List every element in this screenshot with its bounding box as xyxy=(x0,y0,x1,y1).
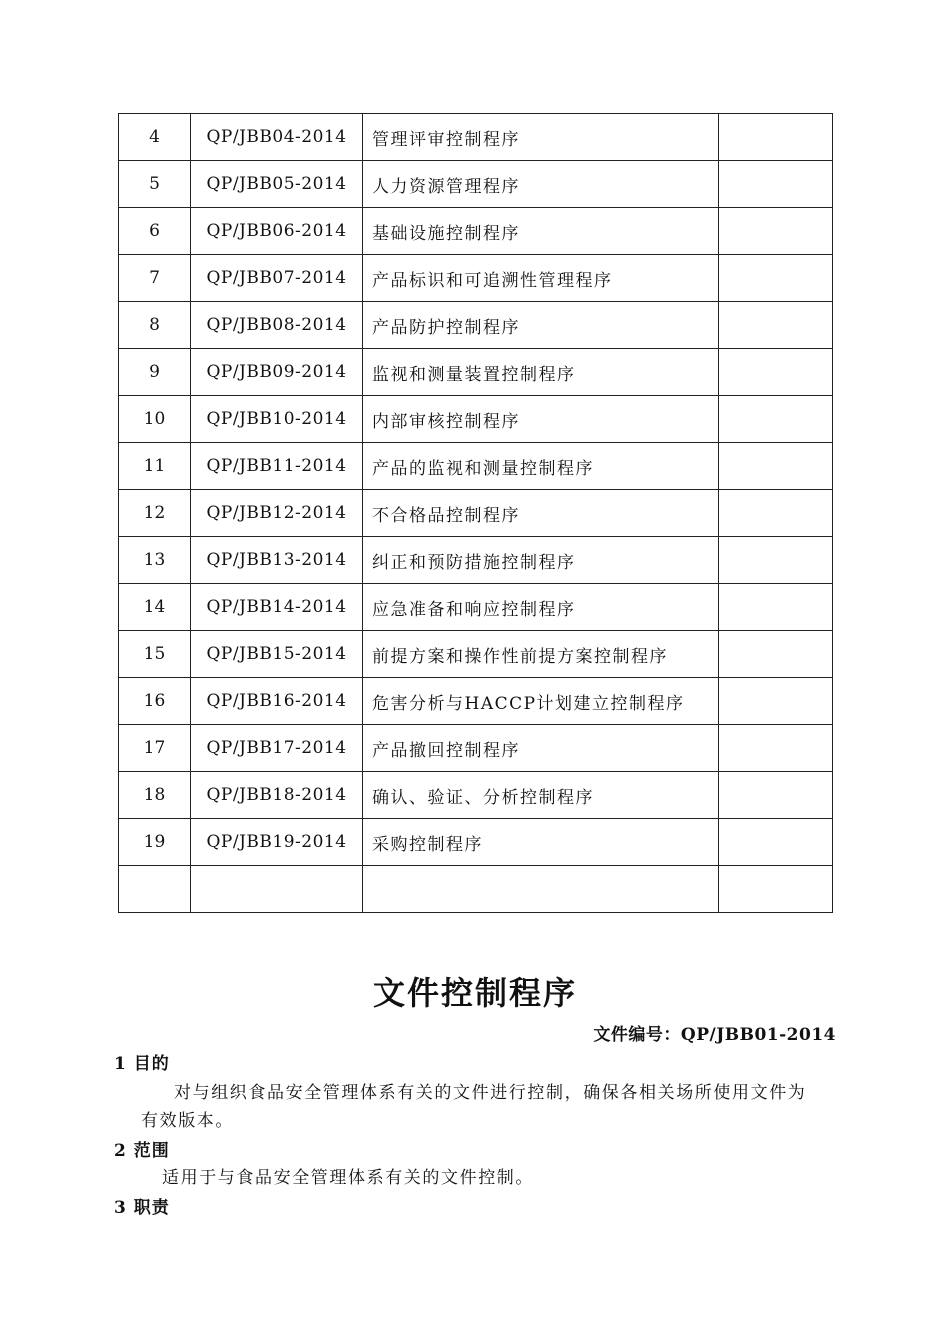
document-title: 文件控制程序 xyxy=(372,974,577,1012)
remark-cell xyxy=(719,255,833,302)
document-code: QP/JBB06-2014 xyxy=(191,208,363,255)
document-code: QP/JBB08-2014 xyxy=(191,302,363,349)
document-name: 采购控制程序 xyxy=(363,819,719,866)
document-name: 产品的监视和测量控制程序 xyxy=(363,443,719,490)
document-code xyxy=(191,866,363,913)
document-name: 确认、验证、分析控制程序 xyxy=(363,772,719,819)
table-row xyxy=(119,255,833,302)
remark-cell xyxy=(719,725,833,772)
table-row xyxy=(119,819,833,866)
row-number: 13 xyxy=(119,537,191,584)
table-row xyxy=(119,302,833,349)
document-code: QP/JBB10-2014 xyxy=(191,396,363,443)
table-row xyxy=(119,631,833,678)
document-code: QP/JBB14-2014 xyxy=(191,584,363,631)
row-number: 18 xyxy=(119,772,191,819)
table-row xyxy=(119,349,833,396)
document-name: 基础设施控制程序 xyxy=(363,208,719,255)
row-number: 17 xyxy=(119,725,191,772)
section-heading-scope: 2 范围 xyxy=(114,1141,170,1161)
remark-cell xyxy=(719,114,833,161)
remark-cell xyxy=(719,866,833,913)
row-number: 12 xyxy=(119,490,191,537)
remark-cell xyxy=(719,490,833,537)
table-row xyxy=(119,678,833,725)
document-name: 危害分析与HACCP计划建立控制程序 xyxy=(363,678,719,725)
document-name: 产品防护控制程序 xyxy=(363,302,719,349)
remark-cell xyxy=(719,302,833,349)
table-row xyxy=(119,208,833,255)
remark-cell xyxy=(719,396,833,443)
document-number: 文件编号：QP/JBB01-2014 xyxy=(593,1025,836,1045)
remark-cell xyxy=(719,443,833,490)
table-row-empty xyxy=(119,866,833,913)
row-number: 8 xyxy=(119,302,191,349)
row-number xyxy=(119,866,191,913)
document-name: 产品标识和可追溯性管理程序 xyxy=(363,255,719,302)
table-row xyxy=(119,443,833,490)
table-row xyxy=(119,161,833,208)
row-number: 19 xyxy=(119,819,191,866)
purpose-paragraph-line1: 对与组织食品安全管理体系有关的文件进行控制，确保各相关场所使用文件为 xyxy=(174,1083,807,1103)
document-name: 监视和测量装置控制程序 xyxy=(363,349,719,396)
row-number: 7 xyxy=(119,255,191,302)
document-code: QP/JBB05-2014 xyxy=(191,161,363,208)
document-code: QP/JBB12-2014 xyxy=(191,490,363,537)
row-number: 11 xyxy=(119,443,191,490)
table-row xyxy=(119,772,833,819)
remark-cell xyxy=(719,819,833,866)
row-number: 5 xyxy=(119,161,191,208)
row-number: 15 xyxy=(119,631,191,678)
table-row xyxy=(119,537,833,584)
document-code: QP/JBB19-2014 xyxy=(191,819,363,866)
row-number: 16 xyxy=(119,678,191,725)
remark-cell xyxy=(719,584,833,631)
section-heading-duty: 3 职责 xyxy=(114,1198,170,1218)
remark-cell xyxy=(719,537,833,584)
row-number: 10 xyxy=(119,396,191,443)
remark-cell xyxy=(719,772,833,819)
document-code: QP/JBB11-2014 xyxy=(191,443,363,490)
document-name xyxy=(363,866,719,913)
remark-cell xyxy=(719,161,833,208)
document-name: 不合格品控制程序 xyxy=(363,490,719,537)
document-name: 纠正和预防措施控制程序 xyxy=(363,537,719,584)
document-code: QP/JBB17-2014 xyxy=(191,725,363,772)
table-row xyxy=(119,114,833,161)
document-code: QP/JBB18-2014 xyxy=(191,772,363,819)
document-code: QP/JBB16-2014 xyxy=(191,678,363,725)
remark-cell xyxy=(719,678,833,725)
table-row xyxy=(119,490,833,537)
purpose-paragraph-line2: 有效版本。 xyxy=(141,1111,234,1131)
row-number: 9 xyxy=(119,349,191,396)
row-number: 4 xyxy=(119,114,191,161)
document-list-table xyxy=(118,113,833,913)
document-name: 前提方案和操作性前提方案控制程序 xyxy=(363,631,719,678)
document-code: QP/JBB04-2014 xyxy=(191,114,363,161)
table-row xyxy=(119,584,833,631)
row-number: 6 xyxy=(119,208,191,255)
remark-cell xyxy=(719,208,833,255)
document-code: QP/JBB15-2014 xyxy=(191,631,363,678)
row-number: 14 xyxy=(119,584,191,631)
document-name: 人力资源管理程序 xyxy=(363,161,719,208)
document-name: 内部审核控制程序 xyxy=(363,396,719,443)
document-name: 管理评审控制程序 xyxy=(363,114,719,161)
document-name: 应急准备和响应控制程序 xyxy=(363,584,719,631)
table-row xyxy=(119,725,833,772)
section-heading-purpose: 1 目的 xyxy=(114,1054,170,1074)
remark-cell xyxy=(719,631,833,678)
document-name: 产品撤回控制程序 xyxy=(363,725,719,772)
remark-cell xyxy=(719,349,833,396)
document-code: QP/JBB09-2014 xyxy=(191,349,363,396)
table-row xyxy=(119,396,833,443)
table-body xyxy=(119,114,833,913)
document-code: QP/JBB07-2014 xyxy=(191,255,363,302)
scope-paragraph: 适用于与食品安全管理体系有关的文件控制。 xyxy=(162,1168,534,1188)
document-code: QP/JBB13-2014 xyxy=(191,537,363,584)
